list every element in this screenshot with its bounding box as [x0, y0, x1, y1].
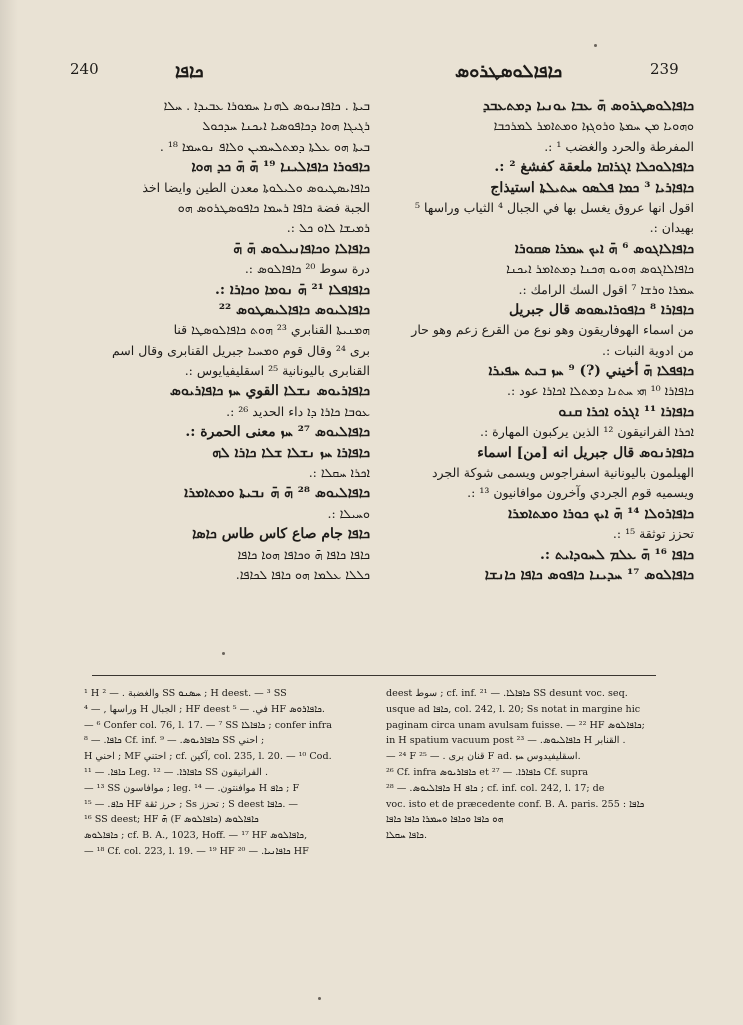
- entry-line: ܟܐܦܐܠܝܘܣ ²⁸ ܗ̄ ܗ̄ ܢܒܝܬܐ ܘܡܬܐܡܪܐ: [184, 485, 370, 502]
- entry-line: ܟܐܦܐܪܝܐ ³ ܟܡܐ ܦܠܣܘ ܚܬܝܠܬܐ استيذاج: [490, 179, 694, 196]
- footnote-line: — ⁶ Confer col. 76, l. 17. — ⁷ SS ܟܐܦܐܠܐ ; confer infra: [84, 719, 333, 731]
- right-footnotes: [386, 686, 668, 844]
- footnote-line: — ¹³ SS موافاسون ; leg. موافنتون. — ¹⁴ H ܟܐܦ ; F: [84, 782, 300, 794]
- paper-speck: [594, 44, 597, 47]
- footnote-line: — ¹⁸ Cf. col. 223, l. 19. — ¹⁹ HF ܟܐܦܐܢܝܐ. — ²⁰ HF: [84, 845, 309, 857]
- entry-line: الجبة فضة ܟܐܦܐ ܪܚܡܐ ܟܐܦܘܣܛܪܘܣ ܗܘ: [177, 199, 370, 215]
- entry-line: ܚܡܪܐ ܘܪܫܐ ⁷ اقول السك الرامك :.: [518, 281, 694, 297]
- entry-line: اقول انها عروق يغسل بها في الجبال ⁴ الثياب وراسها ⁵: [415, 199, 694, 215]
- footnote-line: ܟܐܦܐ ܚܩܠܐ.: [386, 830, 428, 842]
- entry-line: ܒܝܬܐ . ܟܐܦܐܢܝܘܣ ܠܗܢܐ ܚܡܘܪܐ ܥܒܝܕܐ . ܚܠܐ: [163, 98, 370, 113]
- left-footnotes: [84, 686, 370, 860]
- entry-line: ܟܐܦܐܪܐ ⁸ ܟܐܦܘܪܐܝܣܘܣ قال جبريل: [508, 301, 694, 318]
- paper-speck: [318, 997, 321, 1000]
- entry-line: من اسماء الهوفاريقون وهو نوع من القرع زعم وهو حار: [411, 322, 694, 338]
- paper-speck: [222, 652, 225, 655]
- footnote-line: ²⁶ Cf. infra ܟܐܦܐܪܝܘܣ et ܟܐܦܐܪܐ. — ²⁷ Cf. supra: [386, 766, 589, 778]
- entry-line: ܟܐܦܐܪܐ ܚܙ ܢܫܠܐ ܫܠܐ ܟܐܪܐ ܠܗ: [212, 444, 370, 461]
- entry-line: تحزز توثقة ¹⁵ :.: [612, 526, 694, 542]
- entry-line: القنابرى باليونانية ²⁵ اسقليفيايوس :.: [184, 363, 370, 379]
- footnote-line: ܟܐܦܐܠܘܣ ; cf. B. A., 1023, Hoff. — ¹⁷ HF ܟܐܦܐܠܘܣ,: [84, 830, 308, 842]
- footnote-line: voc. isto et de præcedente conf. B. A. paris. 255 : ܟܐܦܐ: [386, 798, 645, 810]
- entry-line: ܟܐܦܐܦܠܐ ²¹ ܗ̄ ܢܘܡܐ ܘܟܐܪܐ :.: [214, 281, 370, 298]
- entry-line: ܪܓܝܓܐ ܗܘܐ ܕܟܐܦܘܣܝܐ ܐܝܟܢܐ ܚܕܟܘܠ: [202, 118, 370, 134]
- entry-line: ܟܐܦܐܠܘܣ ¹⁷ ܚܕܝܢܐ ܟܐܦܘܣ ܟܐܦܐ ܟܐܢܫܐ: [484, 566, 694, 583]
- footnote-line: deest سوط ; cf. inf. ܟܐܦܐܠܐ. — ²¹ SS desunt voc. seq.: [386, 688, 628, 699]
- footnote-line: in H spatium vacuum post ܟܐܦܐܠܝܘܣ. — ²³ H القنابر .: [386, 735, 626, 747]
- footnote-line: ܟܐܦܐ. — ⁸ Cf. inf. ܟܐܦܐܪܝܘܣ. — ⁹ SS احني ;: [84, 735, 265, 747]
- entry-line: ܒܝܬܐ ܗܘ ܥܠܬܐ ܕܡܬܠܚܡܝܢ ܘܠܐܦ ܢܘܚܡܐ ¹⁸ .: [159, 138, 370, 154]
- entry-line: برى ²⁴ وقال قوم ܘܡܚܝܐ جبريل القنابرى وقال اسم: [111, 342, 370, 358]
- footnote-line: ¹⁶ SS deest; HF ܗ̄ (F ܟܐܦܐܠܘܣ) ܟܐܦܐܠܘܣ: [84, 814, 259, 826]
- entry-line: ܟܐܦܐܪܘܠܐ ¹⁴ ܗ̄ ܐܝܟ ܟܘܪܐ ܘܡܬܐܡܪܐ: [508, 505, 694, 522]
- entry-line: ܟܐܦܐܠܝܘܣ ܟܐܦܐܠܝܣܛܘܣ ²²: [218, 301, 370, 318]
- entry-line: ܟܐܦܐܠܐܓܘܣ ⁶ ܗ̄ ܐܝܟ ܚܡܪܐ ܣܩܘܪܐ: [514, 240, 694, 257]
- binding-shadow: [0, 0, 18, 1025]
- entry-line: الهيلمون باليونانية اسفراجوس ويسمى شوكة الجرد: [431, 465, 694, 481]
- footnote-divider: [92, 675, 656, 676]
- right-running-title: ܟܐܦܐܠܘܣܛܪܘܣ: [455, 61, 563, 82]
- entry-line: ويسميه قوم الجردي وآخرون موافانيون ¹³ :.: [467, 485, 694, 501]
- footnote-line: ܟܐܦܐܠܝܘܣ. — ²⁸ H ܟܐܦ ; cf. inf. col. 242, l. 17; de: [386, 782, 605, 794]
- entry-line: ܪܡܝܫܐ ܠܐܘ ܟܠ :.: [286, 220, 370, 236]
- entry-line: ܟܐܦܦܠܐ ܗ̄ أخيني (?) ⁹ ܚܙ ܒܝܬ ܚܦܝܪܐ: [488, 363, 694, 380]
- entry-line: ܟܐܦܘܪܐ ܟܐܦܐܠܝܢܐ ¹⁹ ܗ̄ ܗ̄ ܟܕ ܗܘܐ: [191, 159, 370, 176]
- entry-line: ܥܘܒܐ ܟܐܪܐ ܕܐ داء الحديد ²⁶ :.: [226, 403, 370, 419]
- footnote-line: ܟܐܦܐ. — ¹¹ Leg. ܟܐܦܐܪܐ. — ¹² SS الفرانيقون .: [84, 766, 269, 778]
- entry-line: ܟܐܦܐܪܐ ¹⁰ ܗܝ ܚܬܢܐ ܕܡܬܠܐ ܐܟܐܪܐ عود :.: [506, 383, 694, 399]
- entry-line: ܟܐܦܐܠܐܓܘܣ ܗܘܝܘ ܗܟܢܐ ܕܡܬܐܡܪ ܐܝܟܢܐ: [506, 261, 694, 277]
- entry-line: ܟܐܦܐܪܢܘܣ قال جبريل انه [من] اسماء: [477, 444, 694, 461]
- footnote-line: — ²⁴ F قنان برى . — ²⁵ F ad. اسقليفيدوس ܚܙ.: [386, 751, 581, 763]
- footnote-line: وراسها , — ⁴ H الجبال ; HF deest في. — ⁵ HF ܟܐܦܐܪܘܣ.: [84, 703, 325, 715]
- entry-line: ܟܐܦܐܠܘܟܠܐ ܐܓܪܐܩܐ ملعقة كفشغ ² :.: [494, 159, 694, 176]
- entry-line: ܟܠܠܐ ܥܠܡܐ ܗܘ ܟܐܦܐ ܠܟܐܦܐ.: [235, 566, 370, 582]
- entry-line: ܟܐܦܐܝܣܛܝܘܣ ܘܠܝܠܘܬܐ معدن الطين وايضا اخذ: [142, 179, 370, 195]
- entry-line: ܐܟܪܐ ܚܩܠܐ :.: [308, 465, 370, 481]
- left-running-title: ܟܐܦܐ: [175, 61, 204, 82]
- footnote-line: paginam circa unam avulsam fuisse. — ²² HF ܟܐܦܐܠܘܣ;: [386, 719, 645, 731]
- entry-line: بهيدان :.: [649, 220, 694, 236]
- entry-line: ܟܐܦܐ جام صاع كاس طاس ܟܐܣܐ: [192, 526, 370, 543]
- entry-line: المفرطة والحرد والغضب ¹ :.: [544, 138, 694, 154]
- footnote-line: ܟܐܦ. — ¹⁵ HF حرز ثقة ; Ss تحزز ; S deest ܟܐܦܐ. —: [84, 798, 299, 810]
- entry-line: ܗܡܢܝܬܐ القنابري ²³ ܗܘܬ ܟܐܦܐܠܘܣܛܐ قنا: [173, 322, 370, 338]
- footnote-line: ܗܘ ܟܐܦܐ ܘܟܐܦܐ ܘܚܡܪܐ ܟܐܦܐ ܟܐܦܐ: [386, 814, 504, 826]
- left-page-number: 240: [70, 60, 99, 78]
- entry-line: ܟܐܦܐܪܝܘܣ ܢܫܠܐ القوي ܚܙ ܟܐܦܐܪܝܘܣ: [169, 383, 370, 400]
- right-page-number: 239: [650, 60, 679, 78]
- entry-line: ܘܗܘܝܐ ܡܢ ܚܡܬܐ ܘܪܘܓܙܐ ܘܡܬܐܡܪ ܠܡܪܟܒܐ: [493, 118, 694, 134]
- entry-line: ܟܐܦܐܠܐ ܘܟܐܦܐܢܝܠܘܣ ܗ̄ ܗ̄: [233, 240, 370, 257]
- right-text-column: [386, 96, 694, 585]
- entry-line: ܟܐܦܐܠܘܣܛܪܘܣ ܗ̄ ܥܒܐ ܝܘܢܝܐ ܕܡܬܥܒܕ: [482, 98, 694, 114]
- entry-line: ܟܐܦܐܠܝܘܣ ²⁷ ܚܙ معنى الحمرة :.: [185, 424, 370, 441]
- entry-line: من ادوية النبات :.: [602, 342, 694, 358]
- entry-line: ܟܐܦܐ ¹⁶ ܗ̄ ܥܠܡ ܠܚܘܕܐܝܬ :.: [540, 546, 694, 563]
- footnote-line: H احني ; MF احتني ; cf. آكين, col. 235, l. 20. — ¹⁰ Cod.: [84, 751, 332, 763]
- entry-line: درة سوط ²⁰ ܟܐܦܐܠܘܣ :.: [244, 261, 370, 277]
- entry-line: ܐܟܪܐ الفرانيقون ¹² الذين يركبون المهارة :.: [480, 424, 694, 440]
- entry-line: ܘܚܝܠܐ :.: [327, 505, 370, 521]
- entry-line: ܟܐܦܐ ܟܐܦܐ ܗ̄ ܘܟܐܦܐ ܗܘܐ ܟܐܦܐ: [237, 546, 370, 562]
- footnote-line: usque ad ܟܐܦܐ, col. 242, l. 20; Ss notat in margine hic: [386, 703, 641, 715]
- left-text-column: [70, 96, 370, 585]
- footnote-line: ¹ H والغضبة . — ² SS ܚܣܢܘ ; H deest. — ³ SS: [84, 688, 287, 699]
- entry-line: ܟܐܦܐܪܐ ¹¹ ܐܓܪܘ ܐܟܪܐ ܩܢܘ: [558, 403, 694, 420]
